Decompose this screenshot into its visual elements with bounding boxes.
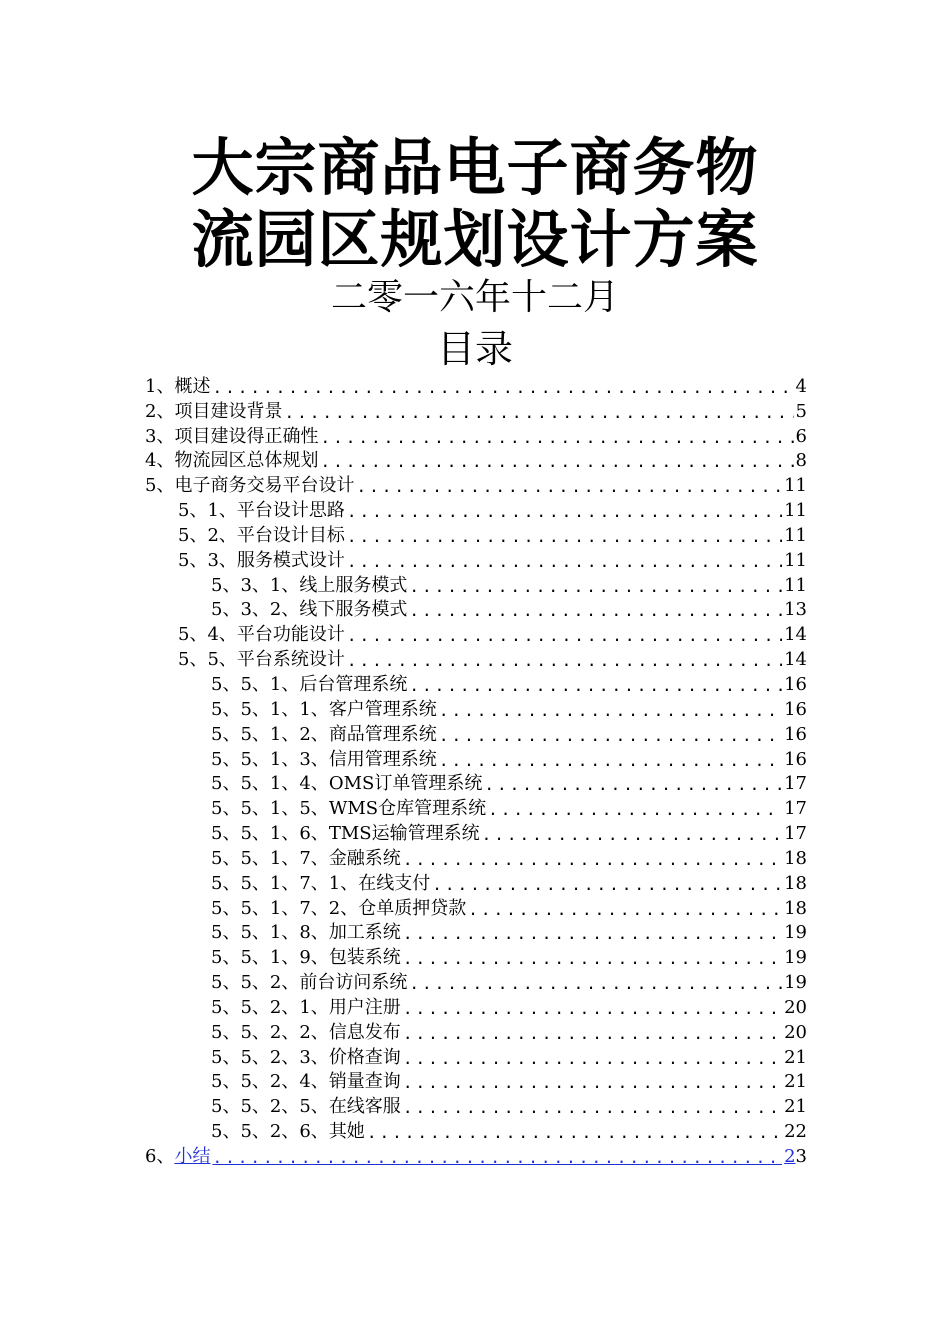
toc-entry-number: 5、5、1、1、 [211,698,329,720]
toc-dot-leader [409,576,782,598]
toc-entry-title: 其她 [328,1121,365,1143]
toc-entry-title: TMS运输管理系统 [328,823,480,845]
toc-dot-leader [403,1072,782,1094]
toc-entry[interactable] [145,548,807,573]
toc-entry-page-number [784,1145,807,1169]
toc-entry[interactable] [145,871,807,896]
toc-entry-page-number: 11 [784,549,807,571]
toc-entry[interactable] [145,1119,807,1144]
toc-entry[interactable] [145,945,807,970]
toc-entry-number: 5、5、1、2、 [211,723,329,745]
toc-dot-leader [320,451,793,473]
toc-dot-leader [403,998,782,1020]
toc-entry[interactable] [145,672,807,697]
toc-entry-page-number: 18 [784,872,807,894]
toc-entry-number: 5、5、2、1、 [211,996,329,1018]
toc-entry[interactable] [145,498,807,523]
toc-entry-number: 4、 [145,450,175,472]
toc-entry-page-number: 19 [784,947,807,969]
toc-entry-number: 5、5、1、9、 [211,947,329,969]
toc-dot-leader [403,1023,782,1045]
toc-page-remainder: 3 [795,1146,807,1167]
toc-entry-title: 平台设计目标 [236,524,345,546]
toc-entry-number: 5、5、 [178,649,237,671]
toc-entry-page-number: 11 [784,500,807,522]
toc-dot-leader [212,377,793,399]
toc-entry-number: 5、1、 [178,500,237,522]
toc-entry-title: 平台设计思路 [236,500,345,522]
document-date: 二零一六年十二月 [330,277,619,318]
toc-dot-leader [482,824,783,846]
toc-dot-leader [403,1048,782,1070]
toc-entry[interactable] [145,697,807,722]
toc-entry-number: 5、5、2、 [211,972,300,994]
toc-entry[interactable] [145,1144,807,1169]
toc-dot-leader [347,625,782,647]
toc-entry[interactable] [145,921,807,946]
toc-entry[interactable] [145,622,807,647]
toc-heading: 目录 [436,327,513,371]
toc-entry-title: 线上服务模式 [299,574,408,596]
toc-dot-leader [409,675,782,697]
toc-entry-number: 5、2、 [178,524,237,546]
toc-entry-number: 5、3、 [178,549,237,571]
toc-dot-leader [403,1097,782,1119]
toc-dot-leader [468,899,782,921]
toc-entry-page-number: 18 [784,847,807,869]
toc-dot-leader [439,700,782,722]
toc-entry[interactable] [145,647,807,672]
toc-entry-title: 项目建设背景 [174,400,283,422]
toc-entry-title: WMS仓库管理系统 [328,798,487,820]
toc-entry-title: 在线客服 [328,1096,401,1118]
toc-entry[interactable] [145,1020,807,1045]
toc-dot-leader [409,600,782,622]
toc-entry[interactable] [145,1045,807,1070]
toc-entry-page-number: 8 [795,450,807,472]
toc-entry-title: 销量查询 [328,1071,401,1093]
toc-entry[interactable] [145,747,807,772]
toc-entry-title: 线下服务模式 [299,599,408,621]
toc-entry-number: 5、 [145,475,175,497]
toc-entry[interactable] [145,1094,807,1119]
toc-entry-number: 5、5、1、8、 [211,922,329,944]
toc-entry-number: 5、5、1、5、 [211,798,329,820]
toc-entry-page-number: 14 [784,649,807,671]
toc-entry-number: 2、 [145,400,175,422]
toc-entry-number: 5、5、2、6、 [211,1121,329,1143]
toc-entry-page-number: 19 [784,972,807,994]
toc-entry-page-number: 21 [784,1071,807,1093]
toc-entry-title: 信息发布 [328,1021,401,1043]
toc-entry-page-number: 20 [784,1021,807,1043]
toc-entry-title: 客户管理系统 [328,698,437,720]
toc-dot-leader [347,551,782,573]
toc-dot-leader [347,526,782,548]
toc-entry-page-number: 20 [784,996,807,1018]
toc-entry-title: 概述 [174,375,211,397]
toc-entry-number: 5、3、2、 [211,599,300,621]
toc-entry-page-number: 17 [784,823,807,845]
toc-entry-title: 包装系统 [328,947,401,969]
toc-entry[interactable] [145,573,807,598]
document-title-line-1: 大宗商品电子商务物 [191,131,759,204]
toc-dot-leader [439,750,782,772]
toc-entry-title: 金融系统 [328,847,401,869]
toc-entry[interactable] [145,399,807,424]
toc-entry[interactable] [145,896,807,921]
toc-entry-title: OMS订单管理系统 [328,773,483,795]
toc-entry[interactable] [145,449,807,474]
toc-entry[interactable] [145,821,807,846]
toc-entry-page-number: 11 [784,475,807,497]
toc-dot-leader [284,402,793,424]
toc-entry[interactable] [145,374,807,399]
toc-entry-page-number: 11 [784,574,807,596]
toc-entry[interactable] [145,523,807,548]
toc-dot-leader [347,501,782,523]
toc-entry-page-number: 13 [784,599,807,621]
toc-entry-page-number: 17 [784,798,807,820]
toc-entry-page-number: 17 [784,773,807,795]
toc-entry-number: 5、5、1、7、1、 [211,872,359,894]
toc-entry[interactable] [145,995,807,1020]
toc-entry-page-number: 4 [795,375,807,397]
toc-entry[interactable] [145,598,807,623]
toc-dot-leader [403,849,782,871]
toc-entry-title: 用户注册 [328,996,401,1018]
toc-entry-page-number: 14 [784,624,807,646]
toc-entry-page-number: 21 [784,1096,807,1118]
toc-entry-page-number: 6 [795,425,807,447]
toc-dot-leader [320,427,793,449]
toc-entry-number: 6、 [145,1146,175,1167]
toc-entry[interactable] [145,1070,807,1095]
toc-dot-leader [409,973,782,995]
toc-entry[interactable] [145,473,807,498]
toc-dot-leader [212,1147,782,1169]
toc-link-page-part[interactable]: 2 [784,1146,796,1167]
toc-entry-page-number: 5 [795,400,807,422]
toc-entry[interactable] [145,424,807,449]
toc-entry[interactable] [145,796,807,821]
toc-dot-leader [403,923,782,945]
toc-entry[interactable] [145,722,807,747]
toc-dot-leader [488,799,782,821]
toc-entry-title: 仓单质押贷款 [358,897,467,919]
toc-entry-number: 3、 [145,425,175,447]
toc-entry-number: 5、5、2、4、 [211,1071,329,1093]
toc-entry-link[interactable]: 小结 [174,1146,211,1167]
toc-dot-leader [484,774,782,796]
toc-entry-page-number: 16 [784,748,807,770]
toc-entry-page-number: 16 [784,723,807,745]
toc-entry-number: 5、5、1、4、 [211,773,329,795]
toc-entry-title: 服务模式设计 [236,549,345,571]
toc-dot-leader [432,874,782,896]
toc-entry-title: 前台访问系统 [299,972,408,994]
toc-entry-title: 信用管理系统 [328,748,437,770]
toc-entry-page-number: 21 [784,1046,807,1068]
toc-entry-number: 1、 [145,375,175,397]
toc-entry-number: 5、5、2、2、 [211,1021,329,1043]
toc-entry[interactable] [145,970,807,995]
toc-entry-number: 5、5、1、 [211,673,300,695]
toc-entry-page-number: 18 [784,897,807,919]
toc-entry-title: 加工系统 [328,922,401,944]
toc-entry-title: 在线支付 [358,872,431,894]
toc-entry-title: 项目建设得正确性 [174,425,319,447]
document-title-line-2: 流园区规划设计方案 [191,203,759,276]
table-of-contents [145,374,807,1169]
toc-dot-leader [403,948,782,970]
toc-dot-leader [347,650,782,672]
toc-entry-page-number: 16 [784,698,807,720]
toc-entry-number: 5、5、1、7、 [211,847,329,869]
toc-entry[interactable] [145,772,807,797]
toc-entry-number: 5、4、 [178,624,237,646]
toc-entry-title: 后台管理系统 [299,673,408,695]
toc-entry-number: 5、5、2、3、 [211,1046,329,1068]
toc-entry-number: 5、3、1、 [211,574,300,596]
toc-entry-number: 5、5、1、7、2、 [211,897,359,919]
toc-entry-title: 价格查询 [328,1046,401,1068]
toc-entry-page-number: 16 [784,673,807,695]
toc-dot-leader [356,476,782,498]
toc-entry-title: 电子商务交易平台设计 [174,475,355,497]
toc-entry[interactable] [145,846,807,871]
toc-entry-title: 平台系统设计 [236,649,345,671]
toc-entry-page-number: 22 [784,1121,807,1143]
toc-dot-leader [439,725,782,747]
toc-entry-number: 5、5、1、6、 [211,823,329,845]
toc-dot-leader [367,1122,782,1144]
toc-entry-number: 5、5、2、5、 [211,1096,329,1118]
toc-entry-number: 5、5、1、3、 [211,748,329,770]
toc-entry-title: 平台功能设计 [236,624,345,646]
toc-entry-title: 商品管理系统 [328,723,437,745]
toc-entry-title: 物流园区总体规划 [174,450,319,472]
toc-entry-page-number: 19 [784,922,807,944]
toc-entry-page-number: 11 [784,524,807,546]
